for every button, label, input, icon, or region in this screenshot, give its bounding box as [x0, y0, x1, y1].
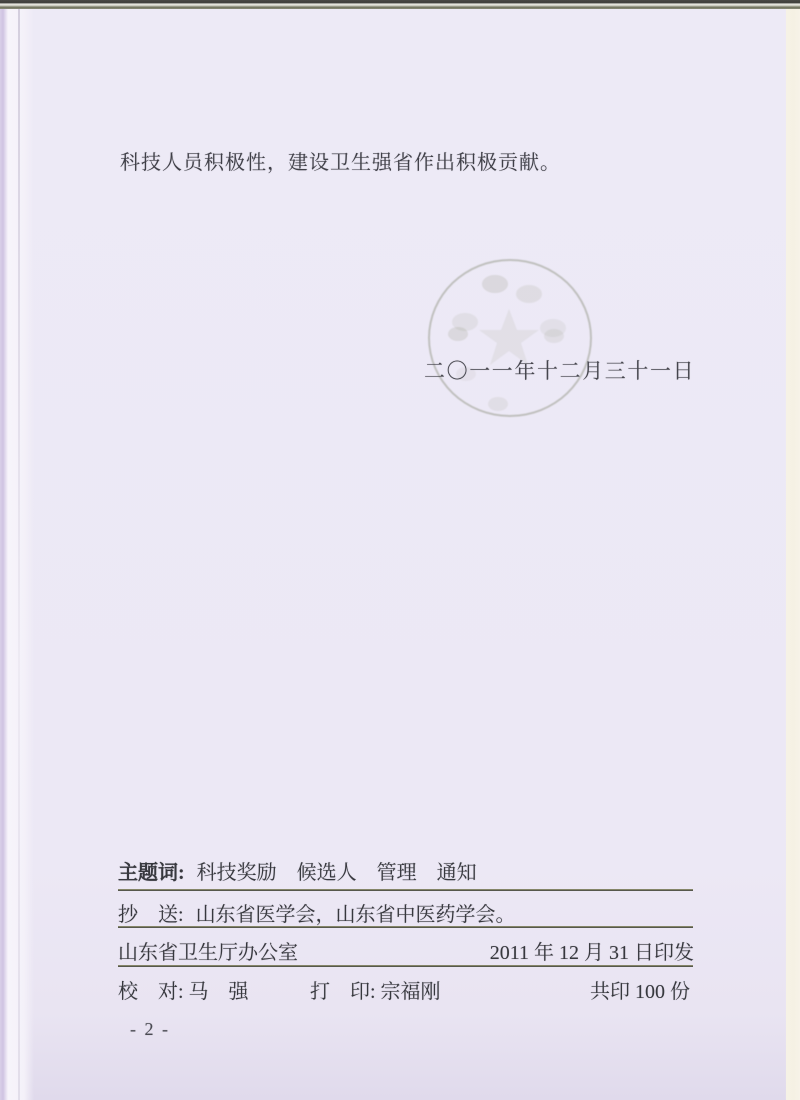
subject-terms: 科技奖励 候选人 管理 通知 — [196, 862, 477, 884]
paper-fold-line — [18, 9, 20, 1100]
issue-date-info: 2011 年 12 月 31 日印发 — [489, 942, 694, 964]
seal-ink-blotch — [448, 327, 468, 341]
scanner-right-edge — [785, 9, 800, 1100]
copies-count: 共印 100 份 — [590, 981, 690, 1003]
footer-divider-line — [118, 926, 693, 928]
paper-left-edge — [0, 9, 34, 1100]
printer: 打 印: 宗福刚 — [310, 981, 441, 1003]
footer-subject-row — [118, 856, 694, 885]
scanner-top-edge — [0, 0, 800, 9]
footer-divider-line — [118, 889, 693, 891]
page-number: - 2 - — [130, 1019, 170, 1039]
seal-ink-blotch — [482, 275, 508, 293]
footer-issuer-row — [118, 936, 694, 965]
footer-proof-row — [118, 975, 694, 1004]
footer-divider-line — [118, 965, 693, 967]
proofreader: 校 对: 马 强 — [118, 981, 249, 1003]
official-round-seal-stamp — [428, 259, 592, 417]
cc-value: 山东省医学会，山东省中医药学会。 — [195, 904, 516, 926]
subject-label: 主题词: — [118, 862, 185, 884]
body-text: 科技人员积极性，建设卫生强省作出积极贡献。 — [120, 152, 561, 174]
signature-date: 二〇一一年十二月三十一日 — [424, 359, 696, 383]
issuer-name: 山东省卫生厅办公室 — [118, 942, 298, 964]
cc-label: 抄 送: — [118, 904, 184, 926]
footer-cc-row — [118, 898, 694, 927]
